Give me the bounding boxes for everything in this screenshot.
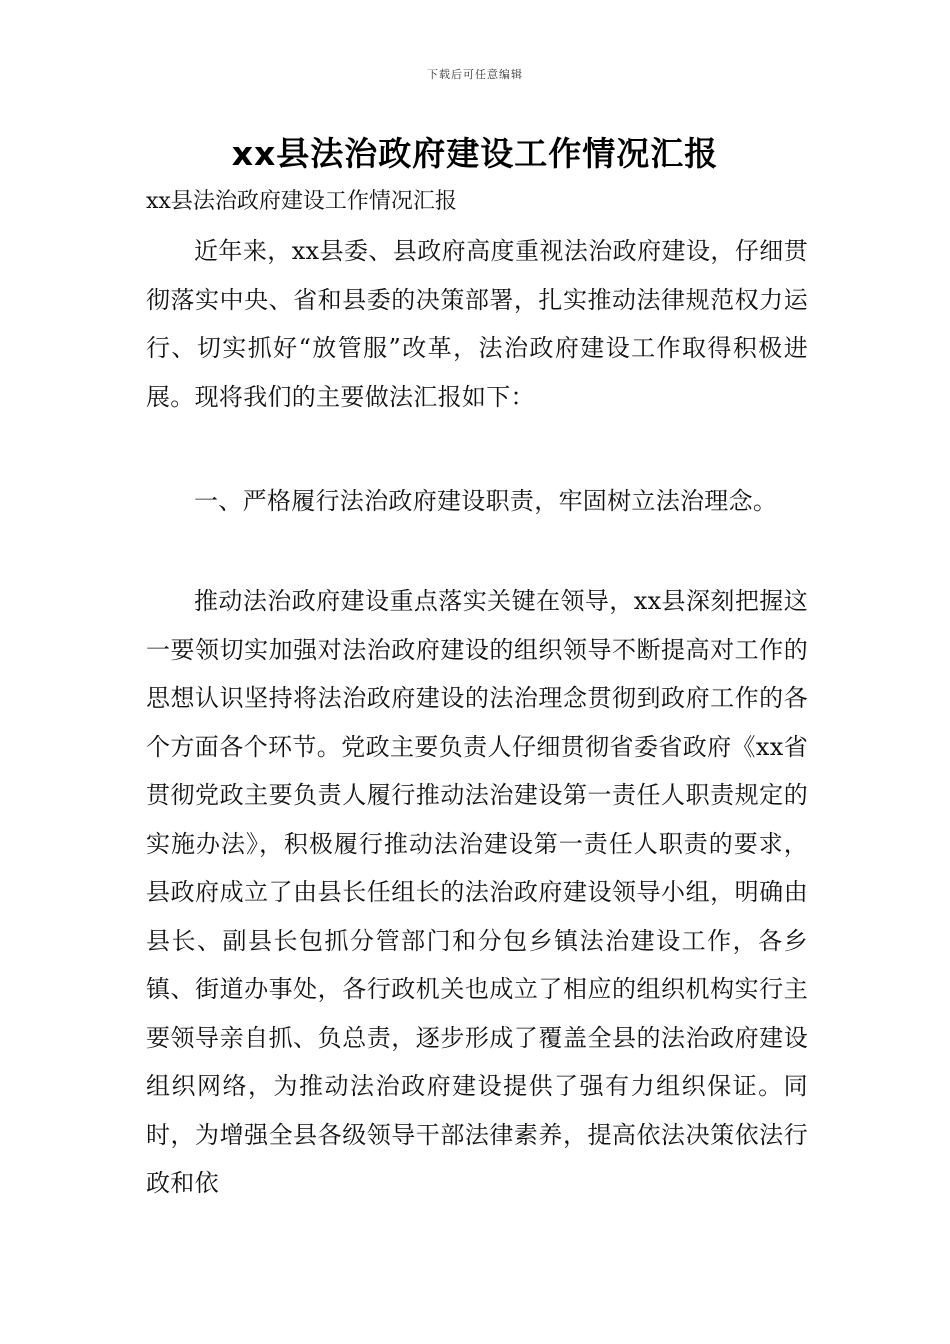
paragraph-body: 推动法治政府建设重点落实关键在领导，xx县深刻把握这一要领切实加强对法治政府建设的组织领导不断提高对工作的思想认识坚持将法治政府建设的法治理念贯彻到政府工作的各个方面各个环节。党政主要负责人仔细贯彻省委省政府《xx省贯彻党政主要负责人履行推动法治建设第一责任人职责规定的实施办法》，积极履行推动法治建设第一责任人职责的要求，县政府成立了由县长任组长的法治政府建设领导小组，明确由县长、副县长包抓分管部门和分包乡镇法治建设工作，各乡镇、街道办事处，各行政机关也成立了相应的组织机构实行主要领导亲自抓、负总责，逐步形成了覆盖全县的法治政府建设组织网络，为推动法治政府建设提供了强有力组织保证。同时，为增强全县各级领导干部法律素养，提高依法决策依法行政和依: [146, 587, 808, 1197]
paragraph-intro: 近年来，xx县委、县政府高度重视法治政府建设，仔细贯彻落实中央、省和县委的决策部署，扎实推动法律规范权力运行、切实抓好“放管服”改革，法治政府建设工作取得积极进展。现将我们的主要做法汇报如下：: [146, 237, 808, 411]
header-note: 下载后可任意编辑: [427, 68, 523, 81]
page-title: xx县法治政府建设工作情况汇报: [231, 134, 719, 173]
subtitle: xx县法治政府建设工作情况汇报: [146, 189, 457, 214]
section-heading-1: 一、严格履行法治政府建设职责，牢固树立法治理念。: [194, 487, 778, 515]
